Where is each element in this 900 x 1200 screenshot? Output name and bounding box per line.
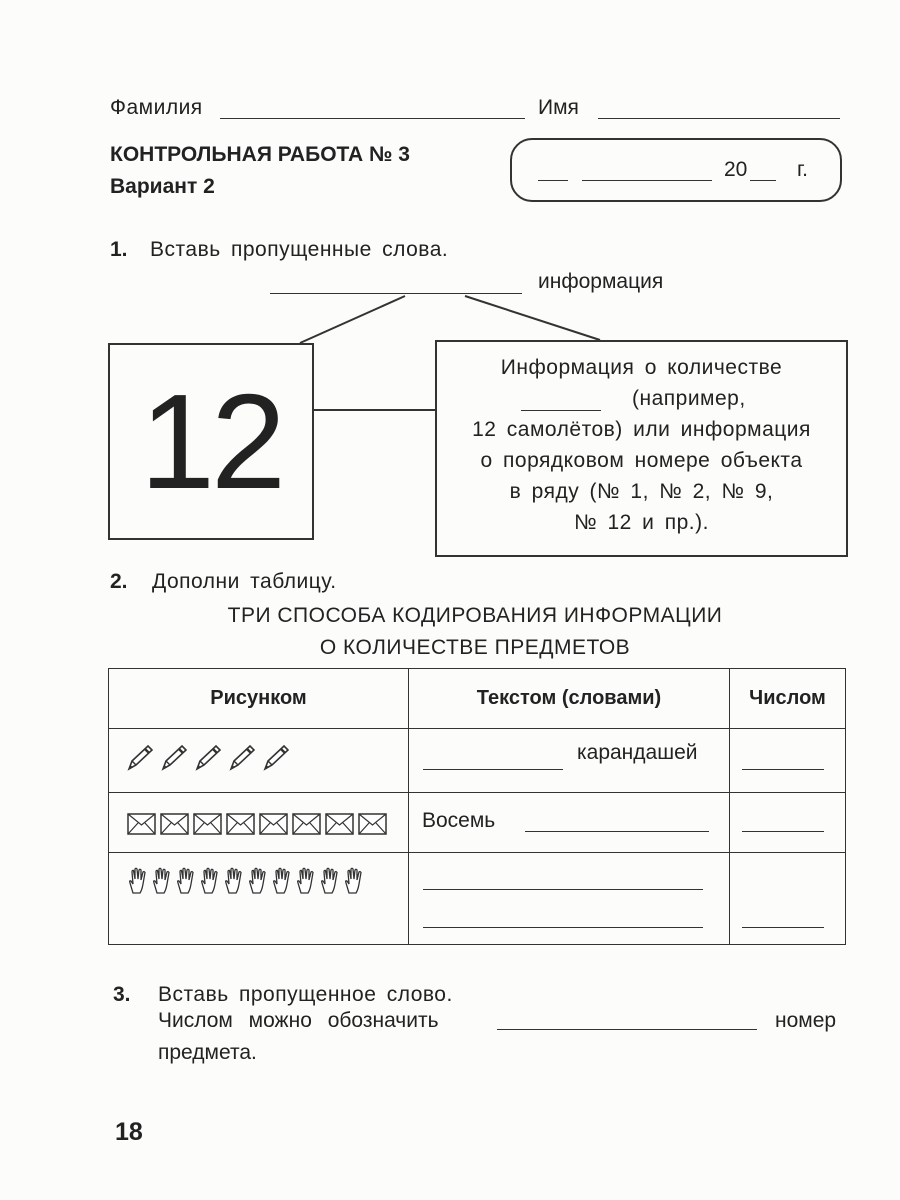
envelopes-number-blank[interactable] bbox=[742, 831, 824, 832]
pencil-icon bbox=[227, 743, 257, 779]
definition-line: № 12 и пр.). bbox=[574, 511, 709, 534]
column-header-picture: Рисунком bbox=[109, 669, 409, 729]
table-title-line1: ТРИ СПОСОБА КОДИРОВАНИЯ ИНФОРМАЦИИ bbox=[227, 604, 723, 627]
hand-icon bbox=[151, 867, 173, 901]
task2-instruction: Дополни таблицу. bbox=[152, 570, 337, 593]
date-year-prefix: 20 bbox=[724, 158, 748, 181]
hands-cell bbox=[109, 853, 409, 945]
hand-icon bbox=[295, 867, 317, 901]
column-header-text: Текстом (словами) bbox=[409, 669, 730, 729]
hand-icon bbox=[127, 867, 149, 901]
task1-number: 1. bbox=[110, 238, 128, 261]
pencils-text-blank[interactable] bbox=[423, 769, 563, 770]
envelope-icon bbox=[193, 813, 222, 841]
surname-label: Фамилия bbox=[110, 96, 203, 119]
hand-icon bbox=[271, 867, 293, 901]
envelope-icon bbox=[358, 813, 387, 841]
hand-icon bbox=[199, 867, 221, 901]
task1-instruction: Вставь пропущенные слова. bbox=[150, 238, 449, 261]
pencil-icon bbox=[159, 743, 189, 779]
variant-label: Вариант 2 bbox=[110, 175, 215, 198]
task3-instruction: Вставь пропущенное слово. bbox=[158, 983, 453, 1006]
envelope-icon bbox=[160, 813, 189, 841]
pencils-suffix: карандашей bbox=[577, 741, 698, 764]
pencils-number-blank[interactable] bbox=[742, 769, 824, 770]
task3-sentence-tail: предмета. bbox=[158, 1041, 257, 1064]
hand-icon bbox=[175, 867, 197, 901]
table-row bbox=[109, 853, 846, 945]
number-box bbox=[108, 343, 314, 540]
definition-blank[interactable] bbox=[521, 410, 601, 411]
envelope-icon bbox=[259, 813, 288, 841]
envelope-icon bbox=[292, 813, 321, 841]
hand-icon bbox=[223, 867, 245, 901]
table-row bbox=[109, 729, 846, 793]
table-row bbox=[109, 793, 846, 853]
definition-line: 12 самолётов) или информация bbox=[472, 418, 811, 441]
definition-line: Информация о количестве bbox=[500, 356, 783, 379]
hand-icon bbox=[343, 867, 365, 901]
task3-sentence-start: Числом можно обозначить bbox=[158, 1009, 439, 1032]
encoding-table bbox=[108, 668, 846, 945]
task3-blank[interactable] bbox=[497, 1029, 757, 1030]
definition-line: (например, bbox=[632, 387, 746, 410]
hands-number-blank[interactable] bbox=[742, 927, 824, 928]
definition-line: в ряду (№ 1, № 2, № 9, bbox=[509, 480, 774, 503]
pencil-icon bbox=[125, 743, 155, 779]
hand-icon bbox=[247, 867, 269, 901]
definition-line: о порядковом номере объекта bbox=[480, 449, 803, 472]
envelope-icon bbox=[325, 813, 354, 841]
hand-icon bbox=[319, 867, 341, 901]
date-year-suffix: г. bbox=[797, 158, 808, 181]
task3-number: 3. bbox=[113, 983, 131, 1006]
task3-sentence-end: номер bbox=[775, 1009, 837, 1032]
name-label: Имя bbox=[538, 96, 579, 119]
task1-word: информация bbox=[538, 270, 664, 293]
envelopes-prefix: Восемь bbox=[422, 809, 496, 832]
big-number: 12 bbox=[139, 366, 283, 517]
page-number: 18 bbox=[115, 1118, 143, 1146]
column-header-number: Числом bbox=[730, 669, 846, 729]
pencil-icon bbox=[261, 743, 291, 779]
definition-box bbox=[435, 340, 848, 557]
envelope-icon bbox=[226, 813, 255, 841]
table-title-line2: О КОЛИЧЕСТВЕ ПРЕДМЕТОВ bbox=[319, 636, 631, 659]
envelopes-text-blank[interactable] bbox=[525, 831, 709, 832]
test-title: КОНТРОЛЬНАЯ РАБОТА № 3 bbox=[110, 143, 410, 166]
hands-text-blank-2[interactable] bbox=[423, 927, 703, 928]
task2-number: 2. bbox=[110, 570, 128, 593]
envelope-icon bbox=[127, 813, 156, 841]
pencil-icon bbox=[193, 743, 223, 779]
pencils-cell bbox=[109, 729, 409, 793]
hands-text-blank-1[interactable] bbox=[423, 889, 703, 890]
envelopes-cell bbox=[109, 793, 409, 853]
